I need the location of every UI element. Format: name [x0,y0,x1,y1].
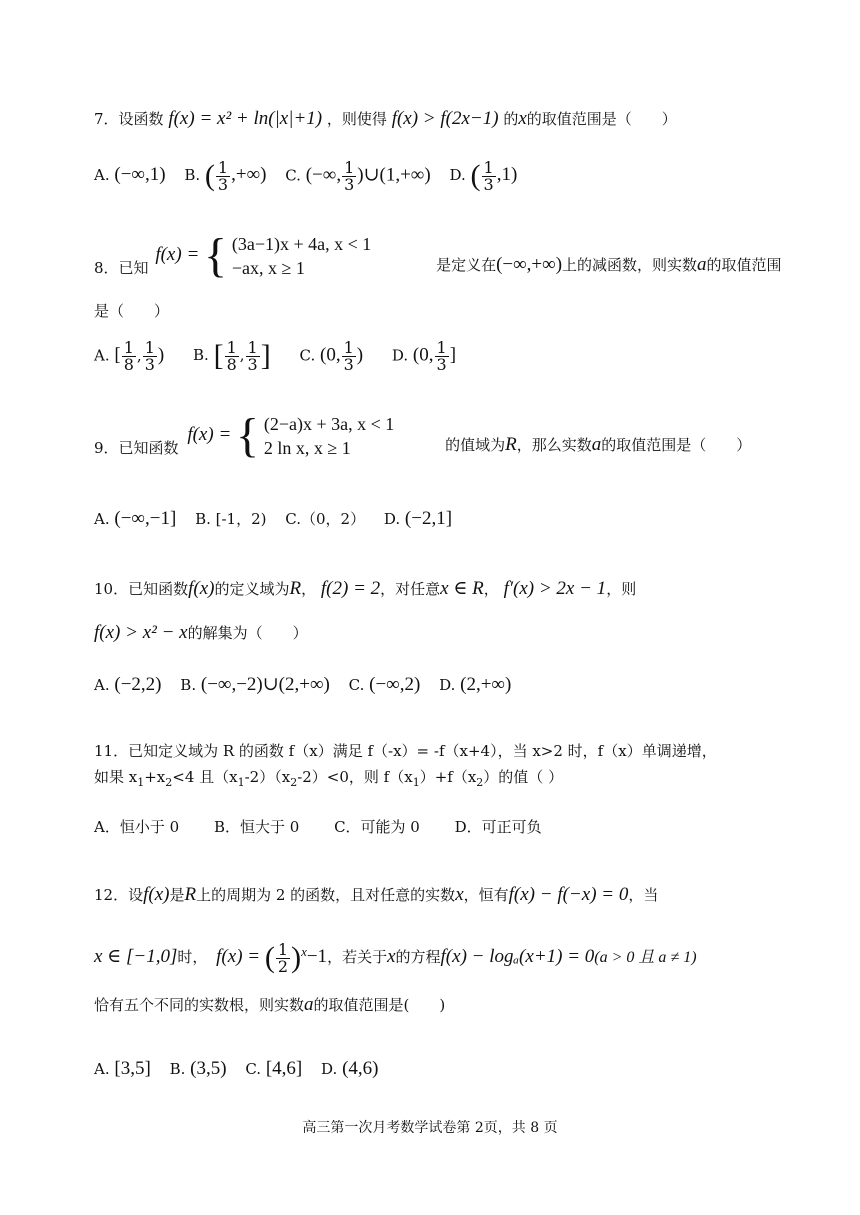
q7-option-b: B. ( $\frac{1}{3}$ ,+∞) [184,157,267,194]
q9-cases: (2−a)x + 3a, x < 1 2 ln x, x ≥ 1 [263,414,395,459]
q7-inequality: f(x) > f(2x−1) [391,108,499,129]
q12-equation: f(x) − logₐ(x+1) = 0 [440,946,595,967]
question-8 [94,229,782,283]
q10-option-d: D. (2,+∞) [439,674,512,695]
q11-line2: 如果 $x_1+x_2<4$ 且$(x_1-2)(x_2-2)<0$，则 $f(x_1)+f(x_2)$的值（ ） [94,768,564,789]
question-12: 12．设f(x)是R上的周期为 2 的函数，且对任意的实数x，恒有f(x) − f(−x) = 0，当 [94,884,659,905]
q8-line2: 是（ ） [94,302,170,320]
q9-tail: ，那么实数 [516,435,592,454]
q10-option-a: A. (−2,2) [94,674,162,695]
q8-function-lhs: f(x) = [155,244,200,266]
q9-prefix: 9．已知函数 [94,438,179,457]
q7-suffix: 的 [503,110,519,128]
q12-option-a: A. [3,5] [94,1058,151,1079]
q9-var: a [591,433,602,455]
q8-tail2: 的取值范围 [706,255,782,274]
question-7 [94,108,770,131]
q9-option-c: C.（0，2） [285,510,366,528]
q12-even-condition: f(x) − f(−x) = 0 [508,884,629,905]
question-10: 10．已知函数f(x)的定义域为R， f(2) = 2，对任意x ∈ R， f′(x) > 2x − 1，则 [94,578,637,599]
q9-options [94,508,770,531]
q8-option-a: A. [ $\frac{1}{8}$ , $\frac{1}{3}$ ) [94,337,165,374]
q12-interval: x ∈ [−1,0] [94,946,178,967]
q8-option-b: B. [ $\frac{1}{8}$ , $\frac{1}{3}$ ] [192,337,271,374]
q8-tail: 上的减函数，则实数 [562,255,698,274]
q7-mid: ，则使得 [326,110,387,128]
q11-option-d: D．可正可负 [454,818,542,836]
q11-option-a: A．恒小于 0 [94,818,180,836]
question-9 [94,409,770,463]
q7-prefix: 7．设函数 [94,110,164,128]
q10-domain: x ∈ R [440,578,484,599]
q12-line3: 恰有五个不同的实数根，则实数a的取值范围是( ) [94,994,446,1015]
q9-R: R [505,433,517,455]
q8-prefix: 8．已知 [94,258,149,277]
q8-cases: (3a−1)x + 4a, x < 1 −ax, x ≥ 1 [231,234,372,279]
q12-options [94,1058,770,1081]
q9-tail2: 的取值范围是（ ） [601,435,752,454]
q12-option-b: B. (3,5) [169,1058,227,1079]
q8-brace: { [204,229,228,283]
q12-line2: x ∈ [−1,0]时， f(x) = ( $\frac{1}{2}$ )x−1，若关于x的方程f(x) − logₐ(x+1) = 0(a > 0 且 a ≠ 1) [94,939,697,976]
q8-var: a [697,253,707,275]
q12-option-d: D. (4,6) [321,1058,379,1079]
q7-options [94,158,770,194]
q7-tail: 的取值范围是（ ） [526,110,677,128]
q11-line1: 11．已知定义域为 R 的函数 f（x）满足 f（-x）= -f（x+4），当 x>2 时，f（x）单调递增， [94,742,717,760]
q10-option-b: B. (−∞,−2)∪(2,+∞) [180,674,330,695]
q10-option-c: C. (−∞,2) [348,674,421,695]
q8-domain: (−∞,+∞) [496,253,563,275]
q9-brace: { [236,409,260,463]
q8-option-d: D. (0, $\frac{1}{3}$ ] [391,337,457,374]
q11-options [94,818,770,836]
q11-option-b: B．恒大于 0 [213,818,300,836]
q9-option-d: D. (−2,1] [383,508,453,529]
q7-function: f(x) = x² + ln(|x|+1) [168,108,323,129]
q10-derivative: f′(x) > 2x − 1 [503,578,607,599]
q12-option-c: C. [4,6] [245,1058,303,1079]
q9-option-b: B. [-1，2) [195,510,267,528]
q9-mid: 的值域为 [445,435,506,454]
q10-options [94,674,770,697]
q8-options [94,338,770,374]
q11-option-c: C．可能为 0 [334,818,420,836]
q10-inequality: f(x) > x² − x [94,622,188,643]
q8-mid: 是定义在 [436,255,497,274]
q7-option-a: A. (−∞,1) [94,164,166,185]
page-footer: 高三第一次月考数学试卷第 2页，共 8 页 [302,1120,558,1136]
q7-option-d: D. ( $\frac{1}{3}$ ,1) [449,157,518,194]
q10-prefix: 10．已知函数 [94,580,189,598]
q7-var: x [518,108,527,129]
q9-option-a: A. (−∞,−1] [94,508,177,529]
q9-function-lhs: f(x) = [187,424,232,446]
q10-line2: f(x) > x² − x的解集为（ ） [94,622,308,643]
q10-f2: f(2) = 2 [320,578,381,599]
q8-option-c: C. (0, $\frac{1}{3}$ ) [299,337,364,374]
q7-option-c: C. (−∞, $\frac{1}{3}$ )∪(1,+∞) [285,157,431,194]
